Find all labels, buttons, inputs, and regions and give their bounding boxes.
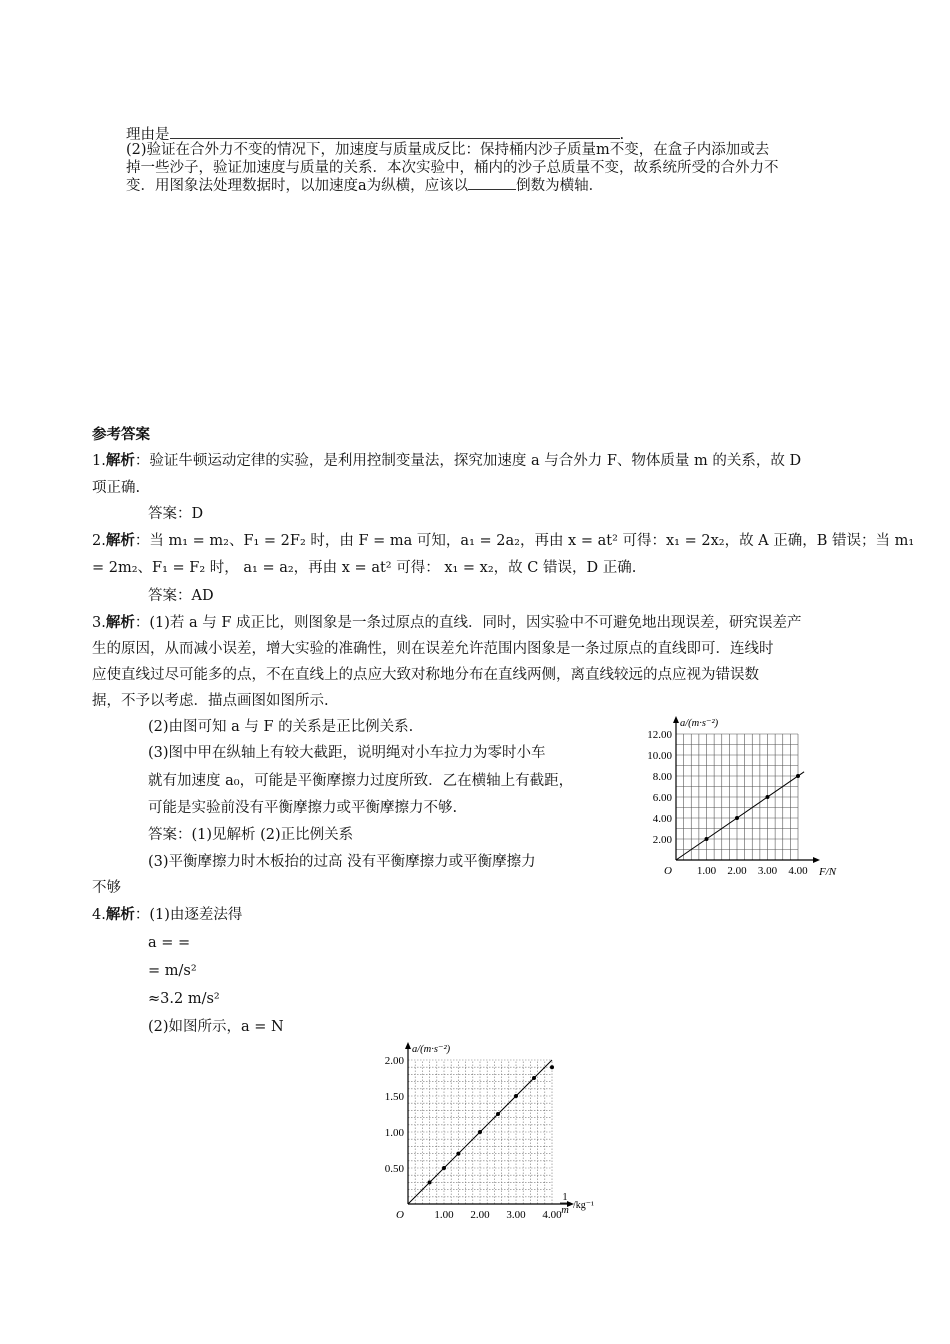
q3-line4: 据，不予以考虑．描点画图如图所示. — [92, 693, 329, 709]
q4-line2: a = = — [148, 935, 191, 951]
y-axis-label: a/(m·s⁻²) — [412, 1044, 451, 1055]
origin-label: O — [664, 865, 672, 877]
q2-answer: 答案：AD — [148, 588, 214, 604]
x-tick-label: 1.00 — [696, 865, 717, 877]
q3-answer-2: (3)平衡摩擦力时木板抬的过高 没有平衡摩擦力或平衡摩擦力 — [148, 854, 536, 870]
q1-answer: 答案：D — [148, 506, 204, 522]
data-point — [514, 1094, 518, 1098]
q3-line3: 应使直线过尽可能多的点，不在直线上的点应大致对称地分布在直线两侧，离直线较远的点应视为错误数 — [92, 667, 759, 683]
q2-line1 — [92, 530, 914, 552]
x-tick-label: 4.00 — [542, 1209, 562, 1220]
q3-answer: 答案：(1)见解析 (2)正比例关系 — [148, 827, 354, 843]
q3-line7: 就有加速度 a₀，可能是平衡摩擦力过度所致．乙在横轴上有截距， — [148, 773, 574, 789]
y-tick-label: 10.00 — [647, 750, 672, 762]
y-tick-label: 2.00 — [384, 1055, 404, 1067]
answer-blank-axis — [468, 175, 516, 190]
y-axis-arrow — [405, 1042, 411, 1049]
q4-line3: = m/s² — [148, 963, 197, 979]
q1-label: 解析 — [105, 452, 135, 469]
data-point — [705, 837, 709, 841]
x-axis-label-unit: /kg⁻¹ — [573, 1200, 595, 1211]
answers-heading: 参考答案 — [92, 426, 150, 443]
q2-number: 2. — [92, 533, 106, 549]
question-2-line2: 掉一些沙子，验证加速度与质量的关系．本次实验中，桶内的沙子总质量不变，故系统所受的合外力不 — [126, 160, 779, 176]
y-tick-label: 0.50 — [384, 1163, 404, 1175]
q2-text: ：当 m₁ = m₂、F₁ = 2F₂ 时，由 F = ma 可知，a₁ = 2a₂，再由 x = at² 可得：x₁ = 2x₂，故 A 正确，B 错误；当 m₁ — [134, 533, 915, 549]
y-tick-label: 1.00 — [384, 1127, 404, 1139]
chart-a-vs-inverse-m — [372, 1040, 617, 1220]
y-axis-arrow — [673, 716, 679, 723]
y-tick-label: 12.00 — [647, 729, 672, 741]
q3-line5: (2)由图可知 a 与 F 的关系是正比例关系. — [148, 719, 414, 735]
q2-line2: = 2m₂、F₁ = F₂ 时， a₁ = a₂，再由 x = at² 可得： x₁ = x₂，故 C 错误，D 正确. — [92, 560, 637, 576]
data-point — [796, 774, 800, 778]
q3-line8: 可能是实验前没有平衡摩擦力或平衡摩擦力不够. — [148, 800, 458, 816]
q4-line5: (2)如图所示，a = N — [148, 1019, 284, 1035]
data-point — [532, 1076, 536, 1080]
q4-line4: ≈3.2 m/s² — [148, 991, 220, 1007]
x-tick-label: 1.00 — [434, 1209, 454, 1220]
q4-line1 — [92, 904, 242, 926]
data-point — [478, 1130, 482, 1134]
q4-text: ：(1)由逐差法得 — [134, 907, 243, 923]
y-tick-label: 4.00 — [652, 813, 672, 825]
q1-number: 1. — [92, 453, 106, 469]
y-axis-label: a/(m·s⁻²) — [680, 718, 719, 729]
y-tick-label: 8.00 — [652, 771, 672, 783]
question-2-line1: (2)验证在合外力不变的情况下，加速度与质量成反比：保持桶内沙子质量m不变，在盒子内添加或去 — [126, 142, 770, 158]
x-tick-label: 4.00 — [788, 865, 808, 877]
q3-text: ：(1)若 a 与 F 成正比，则图象是一条过原点的直线．同时，因实验中不可避免地出现误差，研究误差产 — [134, 615, 802, 631]
line-end-period: . — [619, 127, 625, 143]
origin-label: O — [396, 1209, 404, 1220]
y-tick-label: 1.50 — [384, 1091, 404, 1103]
x-tick-label: 2.00 — [470, 1209, 490, 1220]
x-axis-label-denominator: m — [561, 1205, 569, 1216]
x-tick-label: 3.00 — [757, 865, 778, 877]
q3-line2: 生的原因，从而减小误差，增大实验的准确性，则在误差允许范围内图象是一条过原点的直线即可．连线时 — [92, 641, 774, 657]
question-2-line3-tail: 倒数为横轴． — [516, 178, 604, 194]
y-tick-label: 2.00 — [652, 834, 672, 846]
q1-line2: 项正确. — [92, 480, 141, 496]
q1-text: ：验证牛顿运动定律的实验，是利用控制变量法，探究加速度 a 与合外力 F、物体质量 m 的关系，故 D — [134, 453, 802, 469]
q3-answer-3: 不够 — [92, 880, 121, 896]
reason-label: 理由是 — [126, 127, 170, 143]
q4-number: 4. — [92, 907, 106, 923]
q1-line1 — [92, 450, 801, 472]
fit-line — [676, 772, 804, 860]
x-axis-label: F/N — [819, 866, 837, 878]
data-point — [735, 816, 739, 820]
y-tick-label: 6.00 — [652, 792, 672, 804]
q3-label: 解析 — [105, 614, 135, 631]
x-tick-label: 3.00 — [506, 1209, 526, 1220]
chart-a-vs-f — [640, 712, 855, 882]
data-point — [766, 795, 770, 799]
data-point — [496, 1112, 500, 1116]
question-2-line3 — [126, 175, 603, 197]
q2-label: 解析 — [105, 532, 135, 549]
answer-blank-reason — [170, 124, 620, 139]
data-point — [550, 1065, 554, 1069]
q3-number: 3. — [92, 615, 106, 631]
q4-label: 解析 — [105, 906, 135, 923]
data-point — [428, 1180, 432, 1184]
x-axis-arrow — [813, 857, 820, 863]
question-2-line3-text: 变．用图象法处理数据时，以加速度a为纵横，应该以 — [126, 178, 469, 194]
data-point — [442, 1166, 446, 1170]
x-tick-label: 2.00 — [727, 865, 747, 877]
data-point — [456, 1152, 460, 1156]
q3-line6: (3)图中甲在纵轴上有较大截距，说明绳对小车拉力为零时小车 — [148, 745, 546, 761]
q3-line1 — [92, 612, 802, 634]
x-axis-label-numerator: 1 — [562, 1192, 568, 1203]
